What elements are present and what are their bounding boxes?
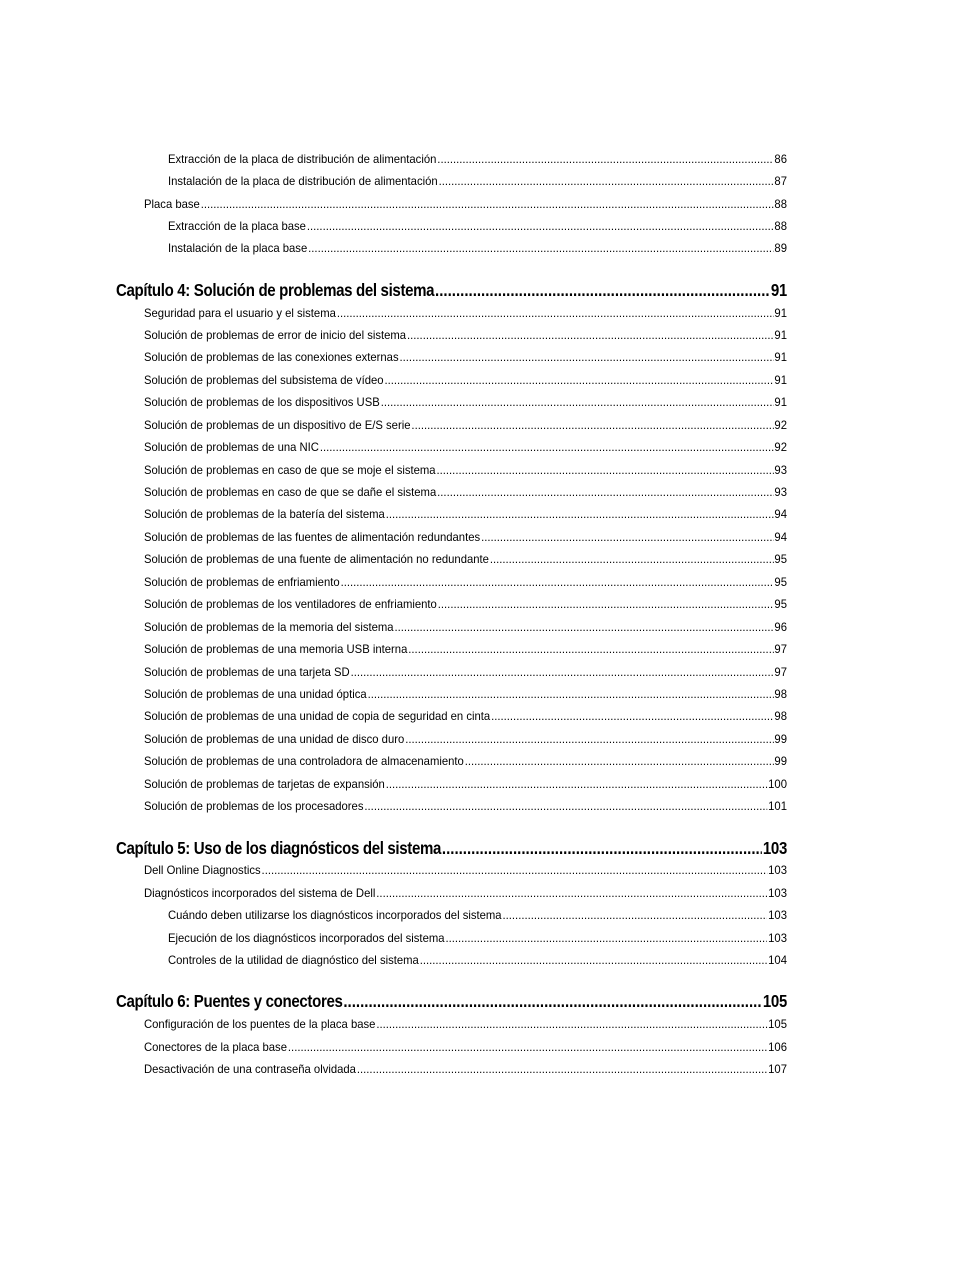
toc-entry[interactable] — [144, 575, 787, 589]
toc-entry-title: Capítulo 5: Uso de los diagnósticos del sistema — [116, 838, 442, 858]
toc-entry[interactable] — [144, 863, 787, 877]
toc-entry-title: Dell Online Diagnostics — [144, 863, 261, 877]
toc-entry-title: Instalación de la placa base — [168, 241, 308, 255]
toc-entry[interactable] — [144, 440, 787, 454]
toc-chapter-entry[interactable] — [116, 838, 787, 859]
toc-entry-page-number: 91 — [774, 395, 787, 409]
toc-entry-title: Solución de problemas de un dispositivo de E/S serie — [144, 418, 411, 432]
toc-entry-page-number: 91 — [770, 280, 787, 300]
dot-leader — [503, 908, 768, 922]
toc-entry[interactable] — [168, 931, 787, 945]
toc-entry-title: Solución de problemas de una unidad óptica — [144, 687, 367, 701]
toc-entry-page-number: 103 — [768, 886, 787, 900]
toc-entry-title: Solución de problemas de los dispositivos USB — [144, 395, 380, 409]
dot-leader — [376, 1017, 767, 1031]
toc-entry-title: Extracción de la placa base — [168, 219, 306, 233]
toc-entry-title: Solución de problemas de una NIC — [144, 440, 319, 454]
toc-entry-page-number: 97 — [774, 665, 787, 679]
toc-entry[interactable] — [144, 754, 787, 768]
toc-entry[interactable] — [144, 350, 787, 364]
toc-entry-title: Placa base — [144, 197, 200, 211]
dot-leader — [386, 777, 767, 791]
toc-entry-title: Conectores de la placa base — [144, 1040, 287, 1054]
toc-entry[interactable] — [144, 687, 787, 701]
dot-leader — [307, 219, 774, 233]
toc-entry-page-number: 97 — [774, 642, 787, 656]
toc-entry[interactable] — [144, 597, 787, 611]
dot-leader — [420, 953, 767, 967]
toc-entry-page-number: 100 — [768, 777, 787, 791]
toc-entry[interactable] — [144, 507, 787, 521]
toc-chapter-entry[interactable] — [116, 991, 787, 1012]
dot-leader — [490, 552, 774, 566]
toc-entry-title: Configuración de los puentes de la placa base — [144, 1017, 376, 1031]
toc-entry-page-number: 101 — [768, 799, 787, 813]
toc-entry-page-number: 99 — [774, 754, 787, 768]
toc-entry-page-number: 91 — [774, 350, 787, 364]
toc-entry-page-number: 88 — [774, 219, 787, 233]
dot-leader — [262, 863, 768, 877]
toc-entry[interactable] — [144, 642, 787, 656]
toc-entry-title: Capítulo 6: Puentes y conectores — [116, 991, 343, 1011]
toc-entry[interactable] — [168, 152, 787, 166]
toc-entry-page-number: 92 — [774, 418, 787, 432]
dot-leader — [341, 575, 774, 589]
dot-leader — [437, 463, 774, 477]
toc-entry[interactable] — [144, 373, 787, 387]
toc-entry[interactable] — [144, 485, 787, 499]
toc-entry-page-number: 107 — [768, 1062, 787, 1076]
toc-entry-page-number: 103 — [762, 838, 787, 858]
toc-entry-page-number: 89 — [774, 241, 787, 255]
dot-leader — [411, 418, 773, 432]
toc-entry-title: Extracción de la placa de distribución de alimentación — [168, 152, 437, 166]
toc-entry[interactable] — [144, 552, 787, 566]
toc-entry[interactable] — [144, 886, 787, 900]
toc-entry-page-number: 105 — [762, 991, 787, 1011]
dot-leader — [381, 395, 774, 409]
dot-leader — [364, 799, 767, 813]
dot-leader — [438, 597, 774, 611]
toc-entry-title: Solución de problemas de tarjetas de expansión — [144, 777, 385, 791]
toc-entry[interactable] — [168, 908, 787, 922]
toc-entry[interactable] — [144, 530, 787, 544]
dot-leader — [376, 886, 767, 900]
toc-entry[interactable] — [168, 953, 787, 967]
toc-entry-title: Solución de problemas de los ventiladores de enfriamiento — [144, 597, 437, 611]
toc-chapter-entry[interactable] — [116, 280, 787, 301]
dot-leader — [368, 687, 774, 701]
dot-leader — [437, 152, 773, 166]
toc-entry-title: Solución de problemas en caso de que se dañe el sistema — [144, 485, 437, 499]
dot-leader — [465, 754, 774, 768]
toc-entry-page-number: 98 — [774, 709, 787, 723]
dot-leader — [394, 620, 773, 634]
toc-entry-page-number: 103 — [768, 863, 787, 877]
toc-entry[interactable] — [144, 799, 787, 813]
toc-entry[interactable] — [144, 197, 787, 211]
toc-entry-title: Seguridad para el usuario y el sistema — [144, 306, 336, 320]
toc-entry-title: Controles de la utilidad de diagnóstico del sistema — [168, 953, 419, 967]
toc-entry-page-number: 91 — [774, 328, 787, 342]
toc-entry-title: Solución de problemas de los procesadores — [144, 799, 364, 813]
toc-entry-title: Solución de problemas del subsistema de vídeo — [144, 373, 384, 387]
dot-leader — [386, 507, 774, 521]
toc-entry[interactable] — [144, 732, 787, 746]
dot-leader — [308, 241, 773, 255]
toc-entry-page-number: 103 — [768, 908, 787, 922]
dot-leader — [288, 1040, 767, 1054]
toc-entry-page-number: 95 — [774, 575, 787, 589]
dot-leader — [481, 530, 773, 544]
toc-entry-title: Cuándo deben utilizarse los diagnósticos incorporados del sistema — [168, 908, 502, 922]
toc-entry[interactable] — [144, 463, 787, 477]
dot-leader — [357, 1062, 767, 1076]
dot-leader — [435, 280, 770, 301]
toc-entry-page-number: 103 — [768, 931, 787, 945]
dot-leader — [351, 665, 774, 679]
toc-entry-page-number: 106 — [768, 1040, 787, 1054]
dot-leader — [437, 485, 773, 499]
toc-entry-title: Diagnósticos incorporados del sistema de Dell — [144, 886, 376, 900]
dot-leader — [405, 732, 773, 746]
toc-entry-page-number: 96 — [774, 620, 787, 634]
dot-leader — [337, 306, 774, 320]
dot-leader — [408, 642, 773, 656]
toc-entry-page-number: 104 — [768, 953, 787, 967]
toc-entry[interactable] — [168, 174, 787, 188]
toc-entry[interactable] — [144, 1040, 787, 1054]
dot-leader — [320, 440, 774, 454]
toc-entry[interactable] — [144, 1017, 787, 1031]
toc-entry-title: Ejecución de los diagnósticos incorporados del sistema — [168, 931, 445, 945]
toc-entry[interactable] — [144, 620, 787, 634]
toc-entry-title: Solución de problemas de una unidad de disco duro — [144, 732, 405, 746]
toc-entry-title: Solución de problemas de la batería del sistema — [144, 507, 385, 521]
dot-leader — [400, 350, 774, 364]
toc-entry-page-number: 86 — [774, 152, 787, 166]
dot-leader — [491, 709, 773, 723]
toc-entry-title: Solución de problemas de la memoria del sistema — [144, 620, 394, 634]
toc-entry-title: Instalación de la placa de distribución de alimentación — [168, 174, 438, 188]
toc-entry-page-number: 93 — [774, 463, 787, 477]
toc-entry[interactable] — [144, 418, 787, 432]
toc-entry-page-number: 95 — [774, 597, 787, 611]
toc-entry[interactable] — [168, 241, 787, 255]
toc-entry-page-number: 87 — [774, 174, 787, 188]
toc-entry-title: Desactivación de una contraseña olvidada — [144, 1062, 356, 1076]
toc-entry-page-number: 94 — [774, 507, 787, 521]
dot-leader — [384, 373, 773, 387]
toc-entry-title: Solución de problemas de una tarjeta SD — [144, 665, 350, 679]
toc-entry-title: Solución de problemas de las conexiones externas — [144, 350, 399, 364]
toc-entry-title: Solución de problemas de una memoria USB interna — [144, 642, 408, 656]
toc-entry[interactable] — [144, 306, 787, 320]
toc-entry-page-number: 95 — [774, 552, 787, 566]
toc-entry-page-number: 105 — [768, 1017, 787, 1031]
dot-leader — [439, 174, 774, 188]
toc-entry-page-number: 88 — [774, 197, 787, 211]
toc-entry[interactable] — [144, 709, 787, 723]
dot-leader — [445, 931, 767, 945]
dot-leader — [201, 197, 774, 211]
toc-entry-title: Solución de problemas en caso de que se moje el sistema — [144, 463, 436, 477]
toc-entry-title: Capítulo 4: Solución de problemas del sistema — [116, 280, 435, 300]
toc-entry[interactable] — [144, 777, 787, 791]
toc-entry-page-number: 91 — [774, 306, 787, 320]
toc-entry[interactable] — [168, 219, 787, 233]
toc-entry-title: Solución de problemas de las fuentes de alimentación redundantes — [144, 530, 481, 544]
toc-entry-page-number: 99 — [774, 732, 787, 746]
toc-entry-title: Solución de problemas de una unidad de copia de seguridad en cinta — [144, 709, 491, 723]
toc-entry-page-number: 98 — [774, 687, 787, 701]
toc-entry-page-number: 91 — [774, 373, 787, 387]
toc-entry-page-number: 94 — [774, 530, 787, 544]
toc-entry-page-number: 93 — [774, 485, 787, 499]
dot-leader — [442, 838, 762, 859]
toc-entry-page-number: 92 — [774, 440, 787, 454]
toc-entry[interactable] — [144, 328, 787, 342]
toc-entry[interactable] — [144, 1062, 787, 1076]
dot-leader — [343, 991, 762, 1012]
toc-entry[interactable] — [144, 665, 787, 679]
toc-entry[interactable] — [144, 395, 787, 409]
toc-entry-title: Solución de problemas de enfriamiento — [144, 575, 340, 589]
toc-entry-title: Solución de problemas de error de inicio del sistema — [144, 328, 407, 342]
toc-entry-title: Solución de problemas de una controladora de almacenamiento — [144, 754, 464, 768]
dot-leader — [407, 328, 773, 342]
toc-entry-title: Solución de problemas de una fuente de alimentación no redundante — [144, 552, 489, 566]
